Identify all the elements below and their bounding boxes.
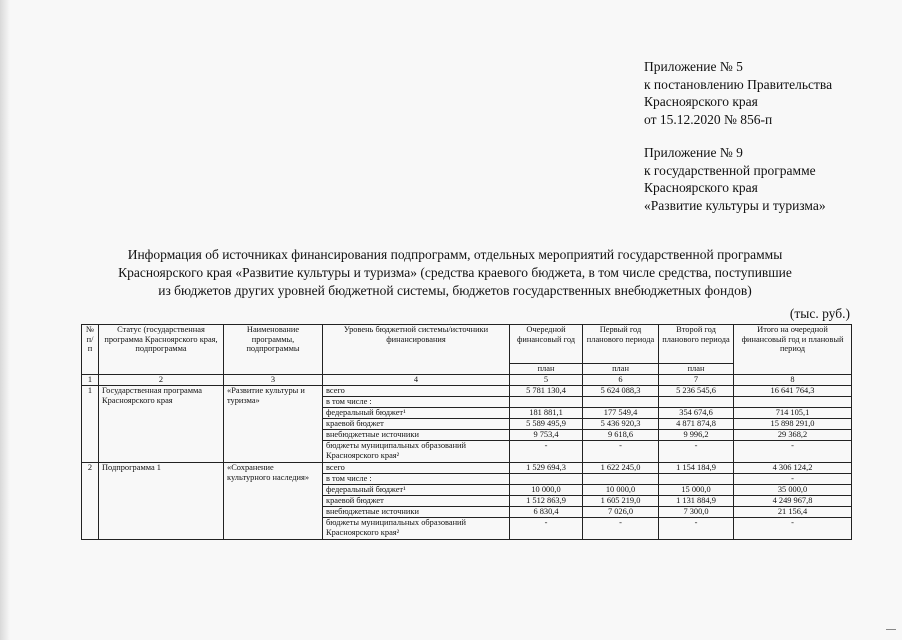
scan-mark xyxy=(886,629,896,630)
row-status: Государственная программа Красноярского края xyxy=(99,386,224,463)
row-value-y3: 5 236 545,6 xyxy=(659,386,734,397)
row-budget-level: всего xyxy=(323,463,510,474)
row-program-name: «Развитие культуры и туризма» xyxy=(224,386,323,463)
header-name: Наименование программы, подпрограммы xyxy=(224,325,323,375)
row-number: 1 xyxy=(82,386,99,463)
approval-line: Приложение № 5 xyxy=(644,59,743,74)
table-row xyxy=(82,386,852,397)
column-number: 1 xyxy=(82,375,99,386)
row-budget-level: краевой бюджет xyxy=(323,496,510,507)
scan-edge-shadow xyxy=(0,0,10,640)
header-total: Итого на очередной финансовый год и плановый период xyxy=(734,325,852,375)
header-year2: Первый год планового периода xyxy=(583,325,659,364)
column-numbers-row xyxy=(82,375,852,386)
row-value-y2: - xyxy=(583,518,659,540)
approval-line: к постановлению Правительства xyxy=(644,76,833,92)
approval-line: от 15.12.2020 № 856-п xyxy=(644,111,773,127)
row-budget-level: в том числе : xyxy=(323,397,510,408)
row-value-y3: 7 300,0 xyxy=(659,507,734,518)
row-value-total: 4 249 967,8 xyxy=(734,496,852,507)
row-value-y3: 354 674,6 xyxy=(659,408,734,419)
row-value-y1 xyxy=(510,474,583,485)
row-value-total: 16 641 764,3 xyxy=(734,386,852,397)
row-value-total: 21 156,4 xyxy=(734,507,852,518)
row-value-y1: 9 753,4 xyxy=(510,430,583,441)
row-value-y3: 9 996,2 xyxy=(659,430,734,441)
row-value-y3: - xyxy=(659,518,734,540)
approval-line: Приложение № 9 xyxy=(644,145,743,160)
row-value-y2 xyxy=(583,397,659,408)
row-value-y2: - xyxy=(583,441,659,463)
row-value-y2: 7 026,0 xyxy=(583,507,659,518)
approval-line: «Развитие культуры и туризма» xyxy=(644,197,826,213)
row-budget-level: бюджеты муниципальных образований Красноярского края² xyxy=(323,441,510,463)
approval-line: к государственной программе xyxy=(644,162,816,178)
table-row xyxy=(82,463,852,474)
approval-block-2 xyxy=(644,144,884,214)
row-value-y3 xyxy=(659,474,734,485)
column-number: 8 xyxy=(734,375,852,386)
row-budget-level: федеральный бюджет¹ xyxy=(323,408,510,419)
row-budget-level: бюджеты муниципальных образований Красноярского края² xyxy=(323,518,510,540)
header-status: Статус (государственная программа Красноярского края, подпрограмма xyxy=(99,325,224,375)
row-value-y1: - xyxy=(510,441,583,463)
plan-label: план xyxy=(583,364,659,375)
row-value-y2 xyxy=(583,474,659,485)
row-budget-level: краевой бюджет xyxy=(323,419,510,430)
row-value-y2: 5 436 920,3 xyxy=(583,419,659,430)
row-value-total: 714 105,1 xyxy=(734,408,852,419)
row-value-total: 29 368,2 xyxy=(734,430,852,441)
row-value-y1: 5 781 130,4 xyxy=(510,386,583,397)
header-row xyxy=(82,325,852,364)
row-value-y3: 1 154 184,9 xyxy=(659,463,734,474)
header-year3: Второй год планового периода xyxy=(659,325,734,364)
column-number: 2 xyxy=(99,375,224,386)
row-value-y3: 15 000,0 xyxy=(659,485,734,496)
column-number: 4 xyxy=(323,375,510,386)
row-value-y1 xyxy=(510,397,583,408)
row-value-total: - xyxy=(734,441,852,463)
document-title xyxy=(40,246,870,300)
row-value-y3 xyxy=(659,397,734,408)
row-value-y1: - xyxy=(510,518,583,540)
row-value-y2: 10 000,0 xyxy=(583,485,659,496)
row-value-y2: 5 624 088,3 xyxy=(583,386,659,397)
row-value-y1: 5 589 495,9 xyxy=(510,419,583,430)
row-value-y1: 1 529 694,3 xyxy=(510,463,583,474)
header-year1: Очередной финансовый год xyxy=(510,325,583,364)
unit-label: (тыс. руб.) xyxy=(789,306,850,321)
column-number: 6 xyxy=(583,375,659,386)
row-value-y2: 177 549,4 xyxy=(583,408,659,419)
row-program-name: «Сохранение культурного наследия» xyxy=(224,463,323,540)
row-value-y3: 1 131 884,9 xyxy=(659,496,734,507)
column-number: 3 xyxy=(224,375,323,386)
row-budget-level: в том числе : xyxy=(323,474,510,485)
row-budget-level: внебюджетные источники xyxy=(323,507,510,518)
plan-label: план xyxy=(659,364,734,375)
row-value-total: - xyxy=(734,474,852,485)
row-number: 2 xyxy=(82,463,99,540)
row-value-total: - xyxy=(734,518,852,540)
row-budget-level: внебюджетные источники xyxy=(323,430,510,441)
approval-line: Красноярского края xyxy=(644,180,758,195)
title-line: Информация об источниках финансирования подпрограмм, отдельных мероприятий государственной программы xyxy=(127,247,783,262)
row-value-y2: 1 622 245,0 xyxy=(583,463,659,474)
title-line: из бюджетов других уровней бюджетной системы, бюджетов государственных внебюджетных фондов) xyxy=(158,283,752,298)
row-value-y3: 4 871 874,8 xyxy=(659,419,734,430)
row-value-y2: 9 618,6 xyxy=(583,430,659,441)
approval-block-1 xyxy=(644,58,884,128)
row-budget-level: всего xyxy=(323,386,510,397)
row-value-total: 4 306 124,2 xyxy=(734,463,852,474)
row-value-y1: 6 830,4 xyxy=(510,507,583,518)
approval-line: Красноярского края xyxy=(644,94,758,109)
row-value-y2: 1 605 219,0 xyxy=(583,496,659,507)
title-line: Красноярского края «Развитие культуры и туризма» (средства краевого бюджета, в том числе средства, поступившие xyxy=(118,265,792,280)
row-value-y1: 181 881,1 xyxy=(510,408,583,419)
plan-label: план xyxy=(510,364,583,375)
row-value-total: 35 000,0 xyxy=(734,485,852,496)
row-value-total: 15 898 291,0 xyxy=(734,419,852,430)
row-value-y3: - xyxy=(659,441,734,463)
header-level: Уровень бюджетной системы/источники финансирования xyxy=(323,325,510,375)
row-status: Подпрограмма 1 xyxy=(99,463,224,540)
header-num: № п/п xyxy=(82,325,99,375)
row-budget-level: федеральный бюджет¹ xyxy=(323,485,510,496)
row-value-total xyxy=(734,397,852,408)
row-value-y1: 10 000,0 xyxy=(510,485,583,496)
column-number: 5 xyxy=(510,375,583,386)
row-value-y1: 1 512 863,9 xyxy=(510,496,583,507)
financing-table xyxy=(81,324,852,540)
column-number: 7 xyxy=(659,375,734,386)
